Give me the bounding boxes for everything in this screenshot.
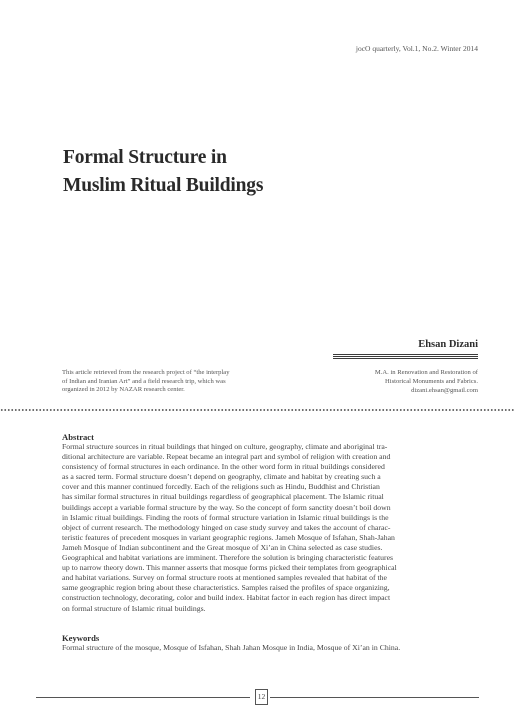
abstract-body xyxy=(62,442,476,614)
note-line: This article retrieved from the research project of “the interplay xyxy=(62,369,230,376)
abstract-line: teristic features of precedent mosques in variant geographic regions. Jameh Mosque of Isfahan, Shah-Jahan xyxy=(62,532,395,542)
author-affiliation xyxy=(375,368,478,395)
keywords-section xyxy=(62,633,476,653)
page-number: 12 xyxy=(255,689,268,705)
abstract-heading: Abstract xyxy=(62,432,94,442)
abstract-line: Geographical and habitat variations are imminent. Therefore the solution is bringing characteristic features xyxy=(62,553,394,563)
abstract-line: cover and this manner continued forcedly. Each of the religions such as Hindu, Buddhist and Christian xyxy=(62,482,380,492)
affiliation-line: M.A. in Renovation and Restoration of xyxy=(374,369,478,376)
abstract-line: construction technology, decorating, color and build index. Habitat factor in each region has direct impact xyxy=(62,593,391,603)
author-name: Ehsan Dizani xyxy=(418,339,478,350)
research-note xyxy=(62,369,262,395)
author-rule xyxy=(333,354,478,360)
affiliation-line: Historical Monuments and Fabrics. xyxy=(384,378,478,385)
article-title xyxy=(63,144,263,200)
keywords-heading: Keywords xyxy=(62,633,100,643)
footer-rule-left xyxy=(36,697,250,698)
title-line: Muslim Ritual Buildings xyxy=(63,175,264,196)
abstract-line: Jameh Mosque of Indian subcontinent and the Great mosque of Xi’an in China selected as case studies. xyxy=(62,542,383,552)
author-block xyxy=(333,339,478,360)
abstract-line: up to narrow theory down. This manner asserts that mosque forms picked their templates from geographical xyxy=(62,563,397,573)
keywords-text: Formal structure of the mosque, Mosque of Isfahan, Shah Jahan Mosque in India, Mosque of Xi’an in China. xyxy=(62,643,401,652)
note-line: organized in 2012 by NAZAR research center. xyxy=(62,386,185,394)
abstract-line: in Islamic ritual buildings. Finding the roots of formal structure variation in Islamic ritual buildings is the xyxy=(62,512,389,522)
abstract-line: ditional architecture are variable. Repeat became an integral part and symbol of religion with creation and xyxy=(62,452,391,462)
title-line: Formal Structure in xyxy=(63,147,227,168)
abstract-line: same geographic region bring about these characteristics. Samples raised the profiles of space organizing, xyxy=(62,583,390,593)
footer-rule-right xyxy=(270,697,479,698)
abstract-line: Formal structure sources in ritual buildings that hinged on culture, geography, climate and aboriginal tra- xyxy=(62,442,388,451)
abstract-section xyxy=(62,432,476,614)
abstract-line: on formal structure of Islamic ritual buildings. xyxy=(62,603,206,613)
author-email: dizani.ehsan@gmail.com xyxy=(411,387,478,394)
journal-header: jocO quarterly, Vol.1, No.2. Winter 2014 xyxy=(355,44,478,53)
abstract-line: consistency of formal structures in each ordinance. In the other word form in ritual buildings considered xyxy=(62,462,385,472)
abstract-line: has similar formal structures in ritual buildings regardless of geographical placement. The Islamic ritual xyxy=(62,492,384,502)
abstract-line: as a sacred term. Formal structure doesn’t depend on geography, climate and habitat by creating such a xyxy=(62,472,381,482)
abstract-line: object of current research. The methodology hinged on case study survey and takes the account of charac- xyxy=(62,522,391,532)
note-line: of Indian and Iranian Art” and a field research trip, which was xyxy=(62,377,226,385)
dotted-divider xyxy=(0,409,514,411)
abstract-line: buildings accept a variable formal structure by the way. So the concept of form sanctity doesn’t boil down xyxy=(62,502,391,512)
abstract-line: and habitat variations. Survey on formal structure roots at mentioned samples revealed that habitat of the xyxy=(62,573,387,583)
